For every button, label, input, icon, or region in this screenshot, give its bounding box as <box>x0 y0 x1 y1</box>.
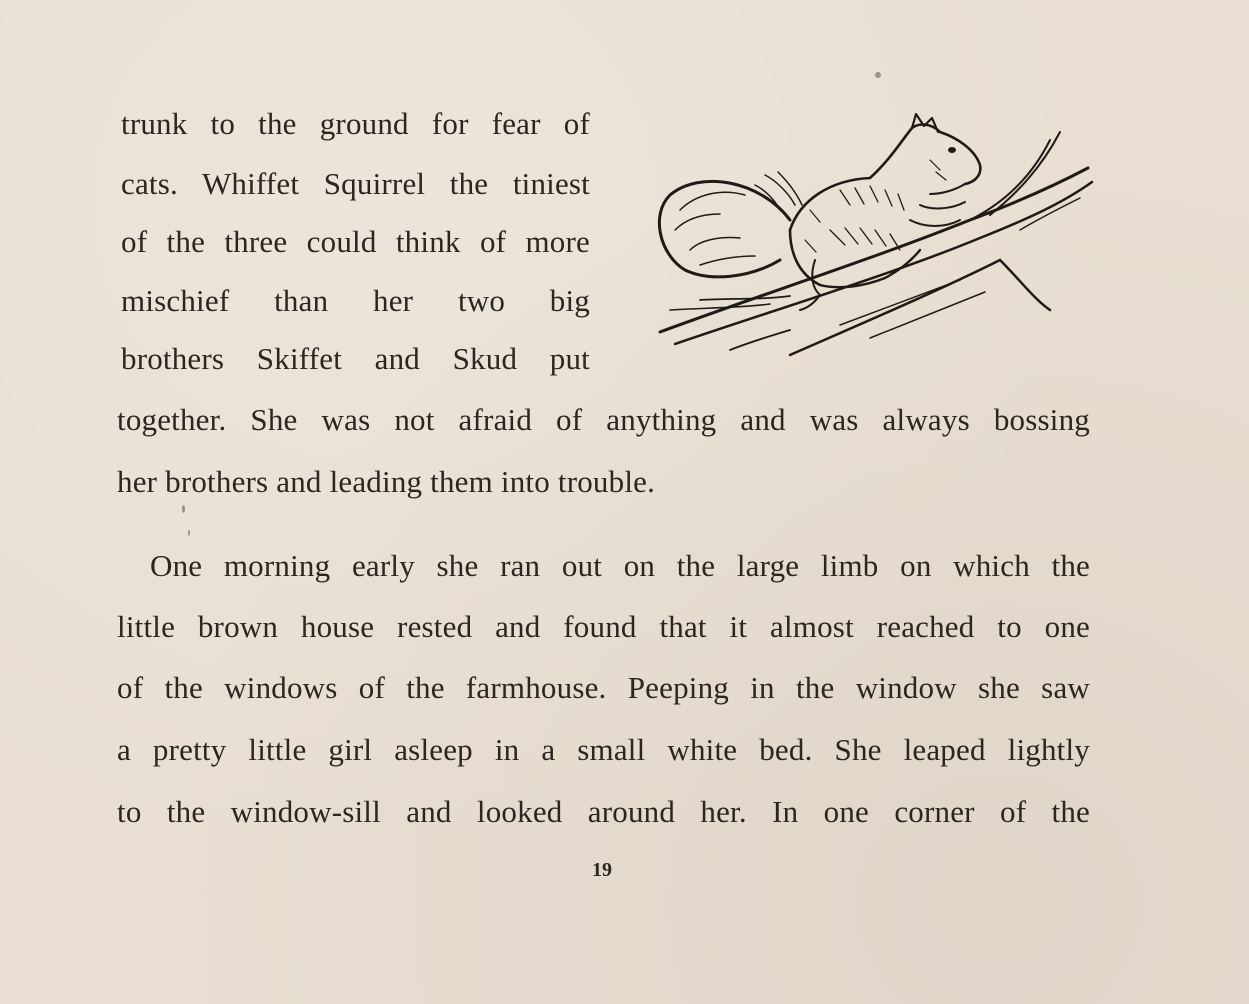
page-number: 19 <box>592 859 612 881</box>
text-line-5: brothers Skiffet and Skud put <box>121 341 590 376</box>
paper-speck <box>188 530 190 536</box>
text-line-10: of the windows of the farmhouse. Peeping in the window she saw <box>117 670 1090 705</box>
paper-speck <box>182 505 185 513</box>
paper-speck <box>875 72 881 78</box>
text-line-1: trunk to the ground for fear of <box>121 106 590 141</box>
text-line-4: mischief than her two big <box>121 283 590 318</box>
text-line-9: little brown house rested and found that it almost reached to one <box>117 609 1090 644</box>
text-line-3: of the three could think of more <box>121 224 590 259</box>
text-line-6: together. She was not afraid of anything and was always bossing <box>117 402 1090 437</box>
squirrel-on-branch-icon <box>640 110 1100 370</box>
text-line-7: her brothers and leading them into trouble. <box>117 464 656 499</box>
text-line-2: cats. Whiffet Squirrel the tiniest <box>121 166 590 201</box>
text-line-12: to the window-sill and looked around her. In one corner of the <box>117 794 1090 829</box>
text-line-8: One morning early she ran out on the large limb on which the <box>150 548 1090 583</box>
text-line-11: a pretty little girl asleep in a small white bed. She leaped lightly <box>117 732 1090 767</box>
